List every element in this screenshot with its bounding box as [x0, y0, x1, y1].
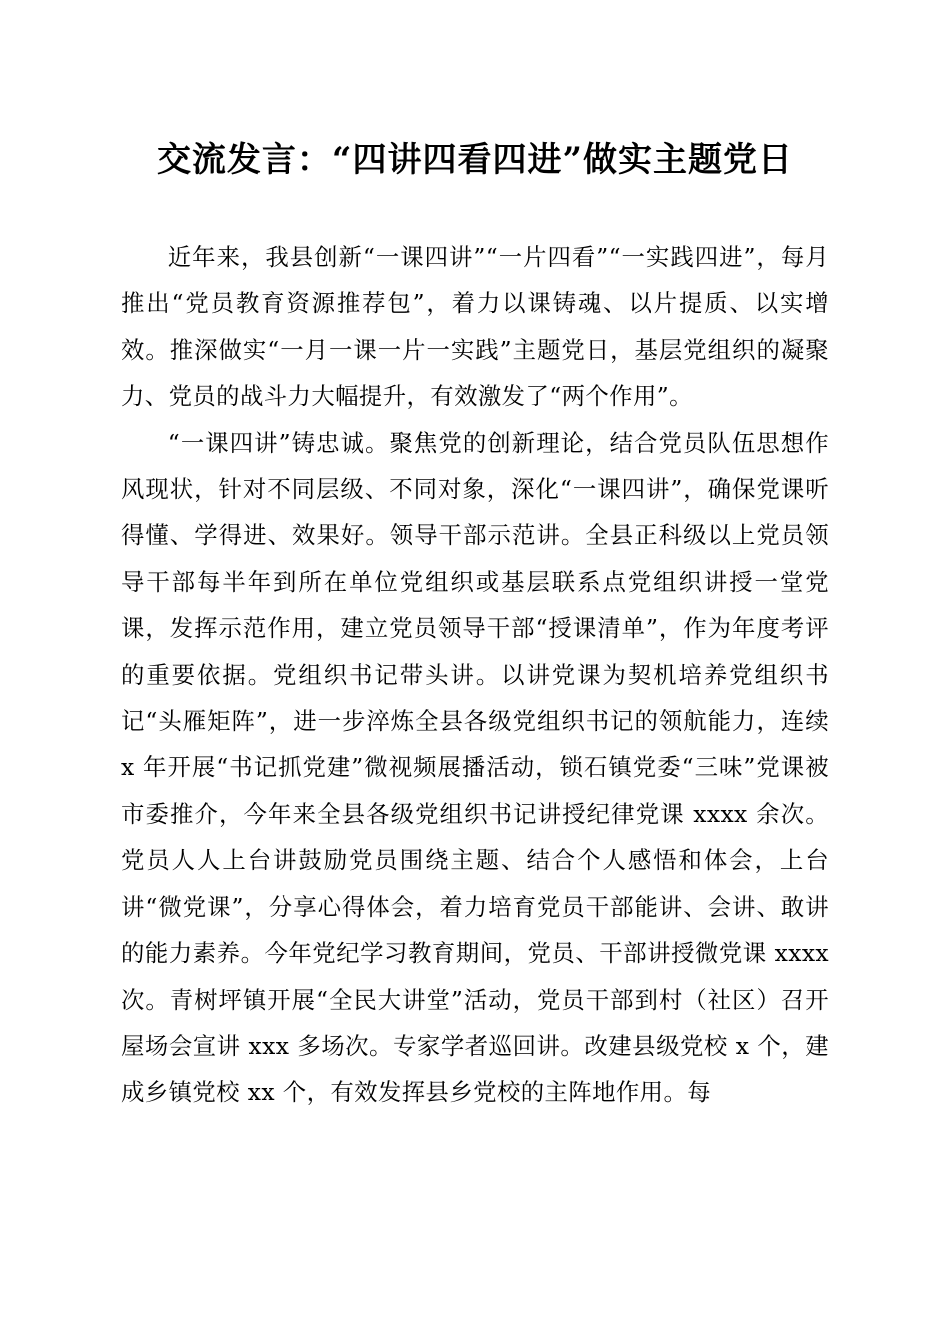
paragraph-intro: 近年来，我县创新“一课四讲”“一片四看”“一实践四进”，每月推出“党员教育资源推荐包”，着力以课铸魂、以片提质、以实增效。推深做实“一月一课一片一实践”主题党日，基层党组织的凝聚力、党员的战斗力大幅提升，有效激发了“两个作用”。	[121, 243, 829, 411]
document-body	[121, 234, 829, 1116]
paragraph-one-lesson-four-talks: “一课四讲”铸忠诚。聚焦党的创新理论，结合党员队伍思想作风现状，针对不同层级、不同对象，深化“一课四讲”，确保党课听得懂、学得进、效果好。领导干部示范讲。全县正科级以上党员领导干部每半年到所在单位党组织或基层联系点党组织讲授一堂党课，发挥示范作用，建立党员领导干部“授课清单”，作为年度考评的重要依据。党组织书记带头讲。以讲党课为契机培养党组织书记“头雁矩阵”，进一步淬炼全县各级党组织书记的领航能力，连续 x 年开展“书记抓党建”微视频展播活动，锁石镇党委“三味”党课被市委推介，今年来全县各级党组织书记讲授纪律党课 xxxx 余次。党员人人上台讲鼓励党员围绕主题、结合个人感悟和体会，上台讲“微党课”，分享心得体会，着力培育党员干部能讲、会讲、敢讲的能力素养。今年党纪学习教育期间，党员、干部讲授微党课 xxxx 次。青树坪镇开展“全民大讲堂”活动，党员干部到村（社区）召开屋场会宣讲 xxx 多场次。专家学者巡回讲。改建县级党校 x 个，建成乡镇党校 xx 个，有效发挥县乡党校的主阵地作用。每	[121, 428, 829, 1107]
document-title: 交流发言：“四讲四看四进”做实主题党日	[156, 140, 794, 180]
